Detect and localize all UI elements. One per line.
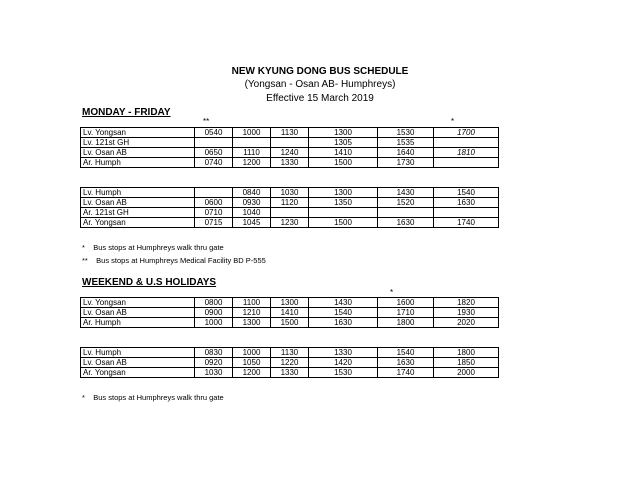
departure-time-cell: 1420 <box>309 358 378 368</box>
schedule-title: NEW KYUNG DONG BUS SCHEDULE <box>231 66 409 77</box>
schedule-row <box>81 358 499 368</box>
departure-time-cell: 1000 <box>233 128 271 138</box>
departure-time-cell: 1330 <box>271 158 309 168</box>
weekend-asterisk-mark: * <box>390 288 394 297</box>
departure-time-cell: 1710 <box>378 308 434 318</box>
departure-time-cell: 1030 <box>271 188 309 198</box>
departure-time-cell <box>434 138 499 148</box>
departure-time-cell <box>271 138 309 148</box>
departure-time-cell: 1850 <box>434 358 499 368</box>
schedule-row <box>81 148 499 158</box>
departure-time-cell: 1040 <box>233 208 271 218</box>
stop-name-cell: Lv. Yongsan <box>81 128 195 138</box>
departure-time-cell: 1630 <box>378 218 434 228</box>
departure-time-cell: 1530 <box>309 368 378 378</box>
weekday-note-medical-facility: ** Bus stops at Humphreys Medical Facility BD P-555 <box>82 256 266 265</box>
stop-name-cell: Ar. Humph <box>81 158 195 168</box>
departure-time-cell: 1110 <box>233 148 271 158</box>
departure-time-cell <box>434 208 499 218</box>
departure-time-cell <box>309 208 378 218</box>
departure-time-cell: 1130 <box>271 128 309 138</box>
weekend-note-walk-thru-gate: * Bus stops at Humphreys walk thru gate <box>82 393 224 402</box>
departure-time-cell: 0710 <box>195 208 233 218</box>
weekday-outbound-table <box>80 127 499 168</box>
departure-time-cell: 1000 <box>195 318 233 328</box>
weekday-return-table <box>80 187 499 228</box>
stop-name-cell: Lv. Osan AB <box>81 308 195 318</box>
stop-name-cell: Lv. Osan AB <box>81 148 195 158</box>
departure-time-cell: 1500 <box>309 158 378 168</box>
schedule-row <box>81 198 499 208</box>
departure-time-cell: 1230 <box>271 218 309 228</box>
departure-time-cell <box>233 138 271 148</box>
departure-time-cell: 1430 <box>309 298 378 308</box>
stop-name-cell: Ar. Yongsan <box>81 368 195 378</box>
schedule-row <box>81 298 499 308</box>
weekend-return-table <box>80 347 499 378</box>
departure-time-cell: 1045 <box>233 218 271 228</box>
schedule-row <box>81 348 499 358</box>
departure-time-cell: 1700 <box>434 128 499 138</box>
departure-time-cell: 1630 <box>378 358 434 368</box>
schedule-row <box>81 188 499 198</box>
departure-time-cell: 1300 <box>271 298 309 308</box>
departure-time-cell: 0840 <box>233 188 271 198</box>
departure-time-cell: 1305 <box>309 138 378 148</box>
departure-time-cell: 1820 <box>434 298 499 308</box>
effective-date: Effective 15 March 2019 <box>266 93 374 104</box>
departure-time-cell: 1500 <box>271 318 309 328</box>
departure-time-cell: 0740 <box>195 158 233 168</box>
departure-time-cell <box>195 188 233 198</box>
departure-time-cell: 1200 <box>233 158 271 168</box>
departure-time-cell: 1540 <box>434 188 499 198</box>
departure-time-cell: 1300 <box>309 188 378 198</box>
departure-time-cell: 1520 <box>378 198 434 208</box>
departure-time-cell: 1740 <box>378 368 434 378</box>
stop-name-cell: Lv. 121st GH <box>81 138 195 148</box>
weekday-note-walk-thru-gate: * Bus stops at Humphreys walk thru gate <box>82 243 224 252</box>
departure-time-cell: 0650 <box>195 148 233 158</box>
departure-time-cell: 1430 <box>378 188 434 198</box>
departure-time-cell: 1240 <box>271 148 309 158</box>
weekend-section-heading: WEEKEND & U.S HOLIDAYS <box>82 277 217 288</box>
route-subtitle: (Yongsan - Osan AB- Humphreys) <box>244 79 396 90</box>
departure-time-cell: 1930 <box>434 308 499 318</box>
departure-time-cell: 1730 <box>378 158 434 168</box>
departure-time-cell: 1810 <box>434 148 499 158</box>
weekday-asterisk-mark: * <box>451 117 455 126</box>
departure-time-cell: 0930 <box>233 198 271 208</box>
departure-time-cell: 1300 <box>309 128 378 138</box>
stop-name-cell: Lv. Humph <box>81 348 195 358</box>
schedule-row <box>81 138 499 148</box>
departure-time-cell: 0800 <box>195 298 233 308</box>
stop-name-cell: Ar. Yongsan <box>81 218 195 228</box>
weekday-section-heading: MONDAY - FRIDAY <box>82 107 171 118</box>
departure-time-cell: 1050 <box>233 358 271 368</box>
departure-time-cell: 1500 <box>309 218 378 228</box>
stop-name-cell: Lv. Osan AB <box>81 198 195 208</box>
stop-name-cell: Ar. Humph <box>81 318 195 328</box>
departure-time-cell: 1540 <box>309 308 378 318</box>
weekday-double-asterisk-mark: ** <box>203 117 210 126</box>
schedule-row <box>81 318 499 328</box>
departure-time-cell: 1200 <box>233 368 271 378</box>
stop-name-cell: Ar. 121st GH <box>81 208 195 218</box>
departure-time-cell: 0715 <box>195 218 233 228</box>
departure-time-cell: 1640 <box>378 148 434 158</box>
departure-time-cell: 1300 <box>233 318 271 328</box>
departure-time-cell: 1740 <box>434 218 499 228</box>
stop-name-cell: Lv. Humph <box>81 188 195 198</box>
departure-time-cell: 1350 <box>309 198 378 208</box>
stop-name-cell: Lv. Osan AB <box>81 358 195 368</box>
departure-time-cell: 0900 <box>195 308 233 318</box>
departure-time-cell: 0600 <box>195 198 233 208</box>
departure-time-cell: 1000 <box>233 348 271 358</box>
departure-time-cell: 1800 <box>434 348 499 358</box>
departure-time-cell: 0920 <box>195 358 233 368</box>
schedule-row <box>81 308 499 318</box>
departure-time-cell: 1330 <box>271 368 309 378</box>
departure-time-cell: 1120 <box>271 198 309 208</box>
departure-time-cell: 1600 <box>378 298 434 308</box>
schedule-row <box>81 128 499 138</box>
schedule-row <box>81 218 499 228</box>
departure-time-cell <box>378 208 434 218</box>
departure-time-cell: 1330 <box>309 348 378 358</box>
schedule-row <box>81 368 499 378</box>
departure-time-cell: 1130 <box>271 348 309 358</box>
departure-time-cell: 1220 <box>271 358 309 368</box>
departure-time-cell: 2020 <box>434 318 499 328</box>
departure-time-cell: 1530 <box>378 128 434 138</box>
schedule-row <box>81 158 499 168</box>
departure-time-cell: 1535 <box>378 138 434 148</box>
departure-time-cell: 1410 <box>309 148 378 158</box>
departure-time-cell: 1540 <box>378 348 434 358</box>
departure-time-cell: 1630 <box>309 318 378 328</box>
schedule-row <box>81 208 499 218</box>
departure-time-cell <box>434 158 499 168</box>
departure-time-cell: 0830 <box>195 348 233 358</box>
departure-time-cell <box>195 138 233 148</box>
departure-time-cell: 1210 <box>233 308 271 318</box>
departure-time-cell: 1630 <box>434 198 499 208</box>
departure-time-cell: 2000 <box>434 368 499 378</box>
departure-time-cell: 1030 <box>195 368 233 378</box>
departure-time-cell: 1410 <box>271 308 309 318</box>
stop-name-cell: Lv. Yongsan <box>81 298 195 308</box>
departure-time-cell: 0540 <box>195 128 233 138</box>
departure-time-cell <box>271 208 309 218</box>
departure-time-cell: 1800 <box>378 318 434 328</box>
weekend-outbound-table <box>80 297 499 328</box>
departure-time-cell: 1100 <box>233 298 271 308</box>
